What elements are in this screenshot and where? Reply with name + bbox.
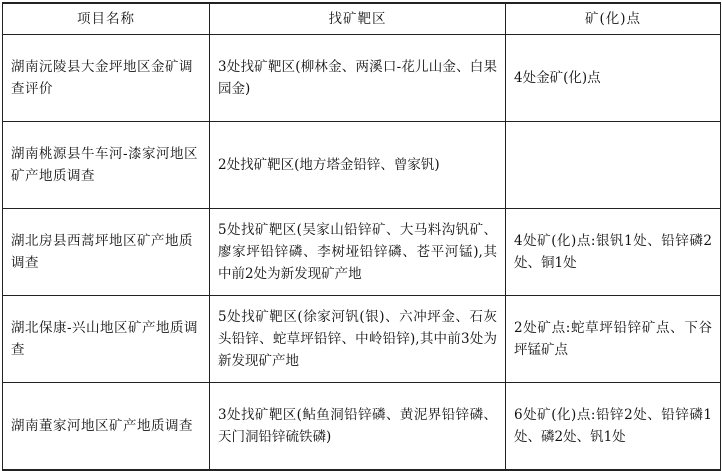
targets-cell: 5处找矿靶区(徐家河钒(银)、六冲坪金、石灰头铅锌、蛇草坪铅锌、中岭铅锌),其中前3处为新发现矿产地 xyxy=(210,296,506,383)
header-prospecting-targets: 找矿靶区 xyxy=(210,3,506,35)
points-cell: 4处矿(化)点:银钒1处、铅锌磷2处、铜1处 xyxy=(506,209,721,296)
targets-cell: 3处找矿靶区(柳林金、两溪口-花儿山金、白果园金) xyxy=(210,35,506,122)
project-name-cell: 湖南董家河地区矿产地质调查 xyxy=(3,383,210,471)
table-row xyxy=(3,383,721,471)
points-cell: 2处矿点:蛇草坪铅锌矿点、下谷坪锰矿点 xyxy=(506,296,721,383)
mineral-survey-table xyxy=(2,2,721,471)
project-name-cell: 湖北房县西蒿坪地区矿产地质调查 xyxy=(3,209,210,296)
table-row xyxy=(3,209,721,296)
project-name-cell: 湖北保康-兴山地区矿产地质调查 xyxy=(3,296,210,383)
targets-cell: 5处找矿靶区(吴家山铅锌矿、大马料沟钒矿、廖家坪铅锌磷、李树垭铅锌磷、苍平河锰),其中前2处为新发现矿产地 xyxy=(210,209,506,296)
table-row xyxy=(3,35,721,122)
points-cell: 6处矿(化)点:铅锌2处、铅锌磷1处、磷2处、钒1处 xyxy=(506,383,721,471)
points-cell: 4处金矿(化)点 xyxy=(506,35,721,122)
project-name-cell: 湖南桃源县牛车河-漆家河地区矿产地质调查 xyxy=(3,122,210,209)
targets-cell: 3处找矿靶区(鲇鱼洞铅锌磷、黄泥界铅锌磷、天门洞铅锌硫铁磷) xyxy=(210,383,506,471)
header-mineralization-points: 矿(化)点 xyxy=(506,3,721,35)
table-row xyxy=(3,122,721,209)
table-row xyxy=(3,296,721,383)
points-cell xyxy=(506,122,721,209)
targets-cell: 2处找矿靶区(地方塔金铅锌、曾家钒) xyxy=(210,122,506,209)
project-name-cell: 湖南沅陵县大金坪地区金矿调查评价 xyxy=(3,35,210,122)
table-header-row xyxy=(3,3,721,35)
header-project-name: 项目名称 xyxy=(3,3,210,35)
